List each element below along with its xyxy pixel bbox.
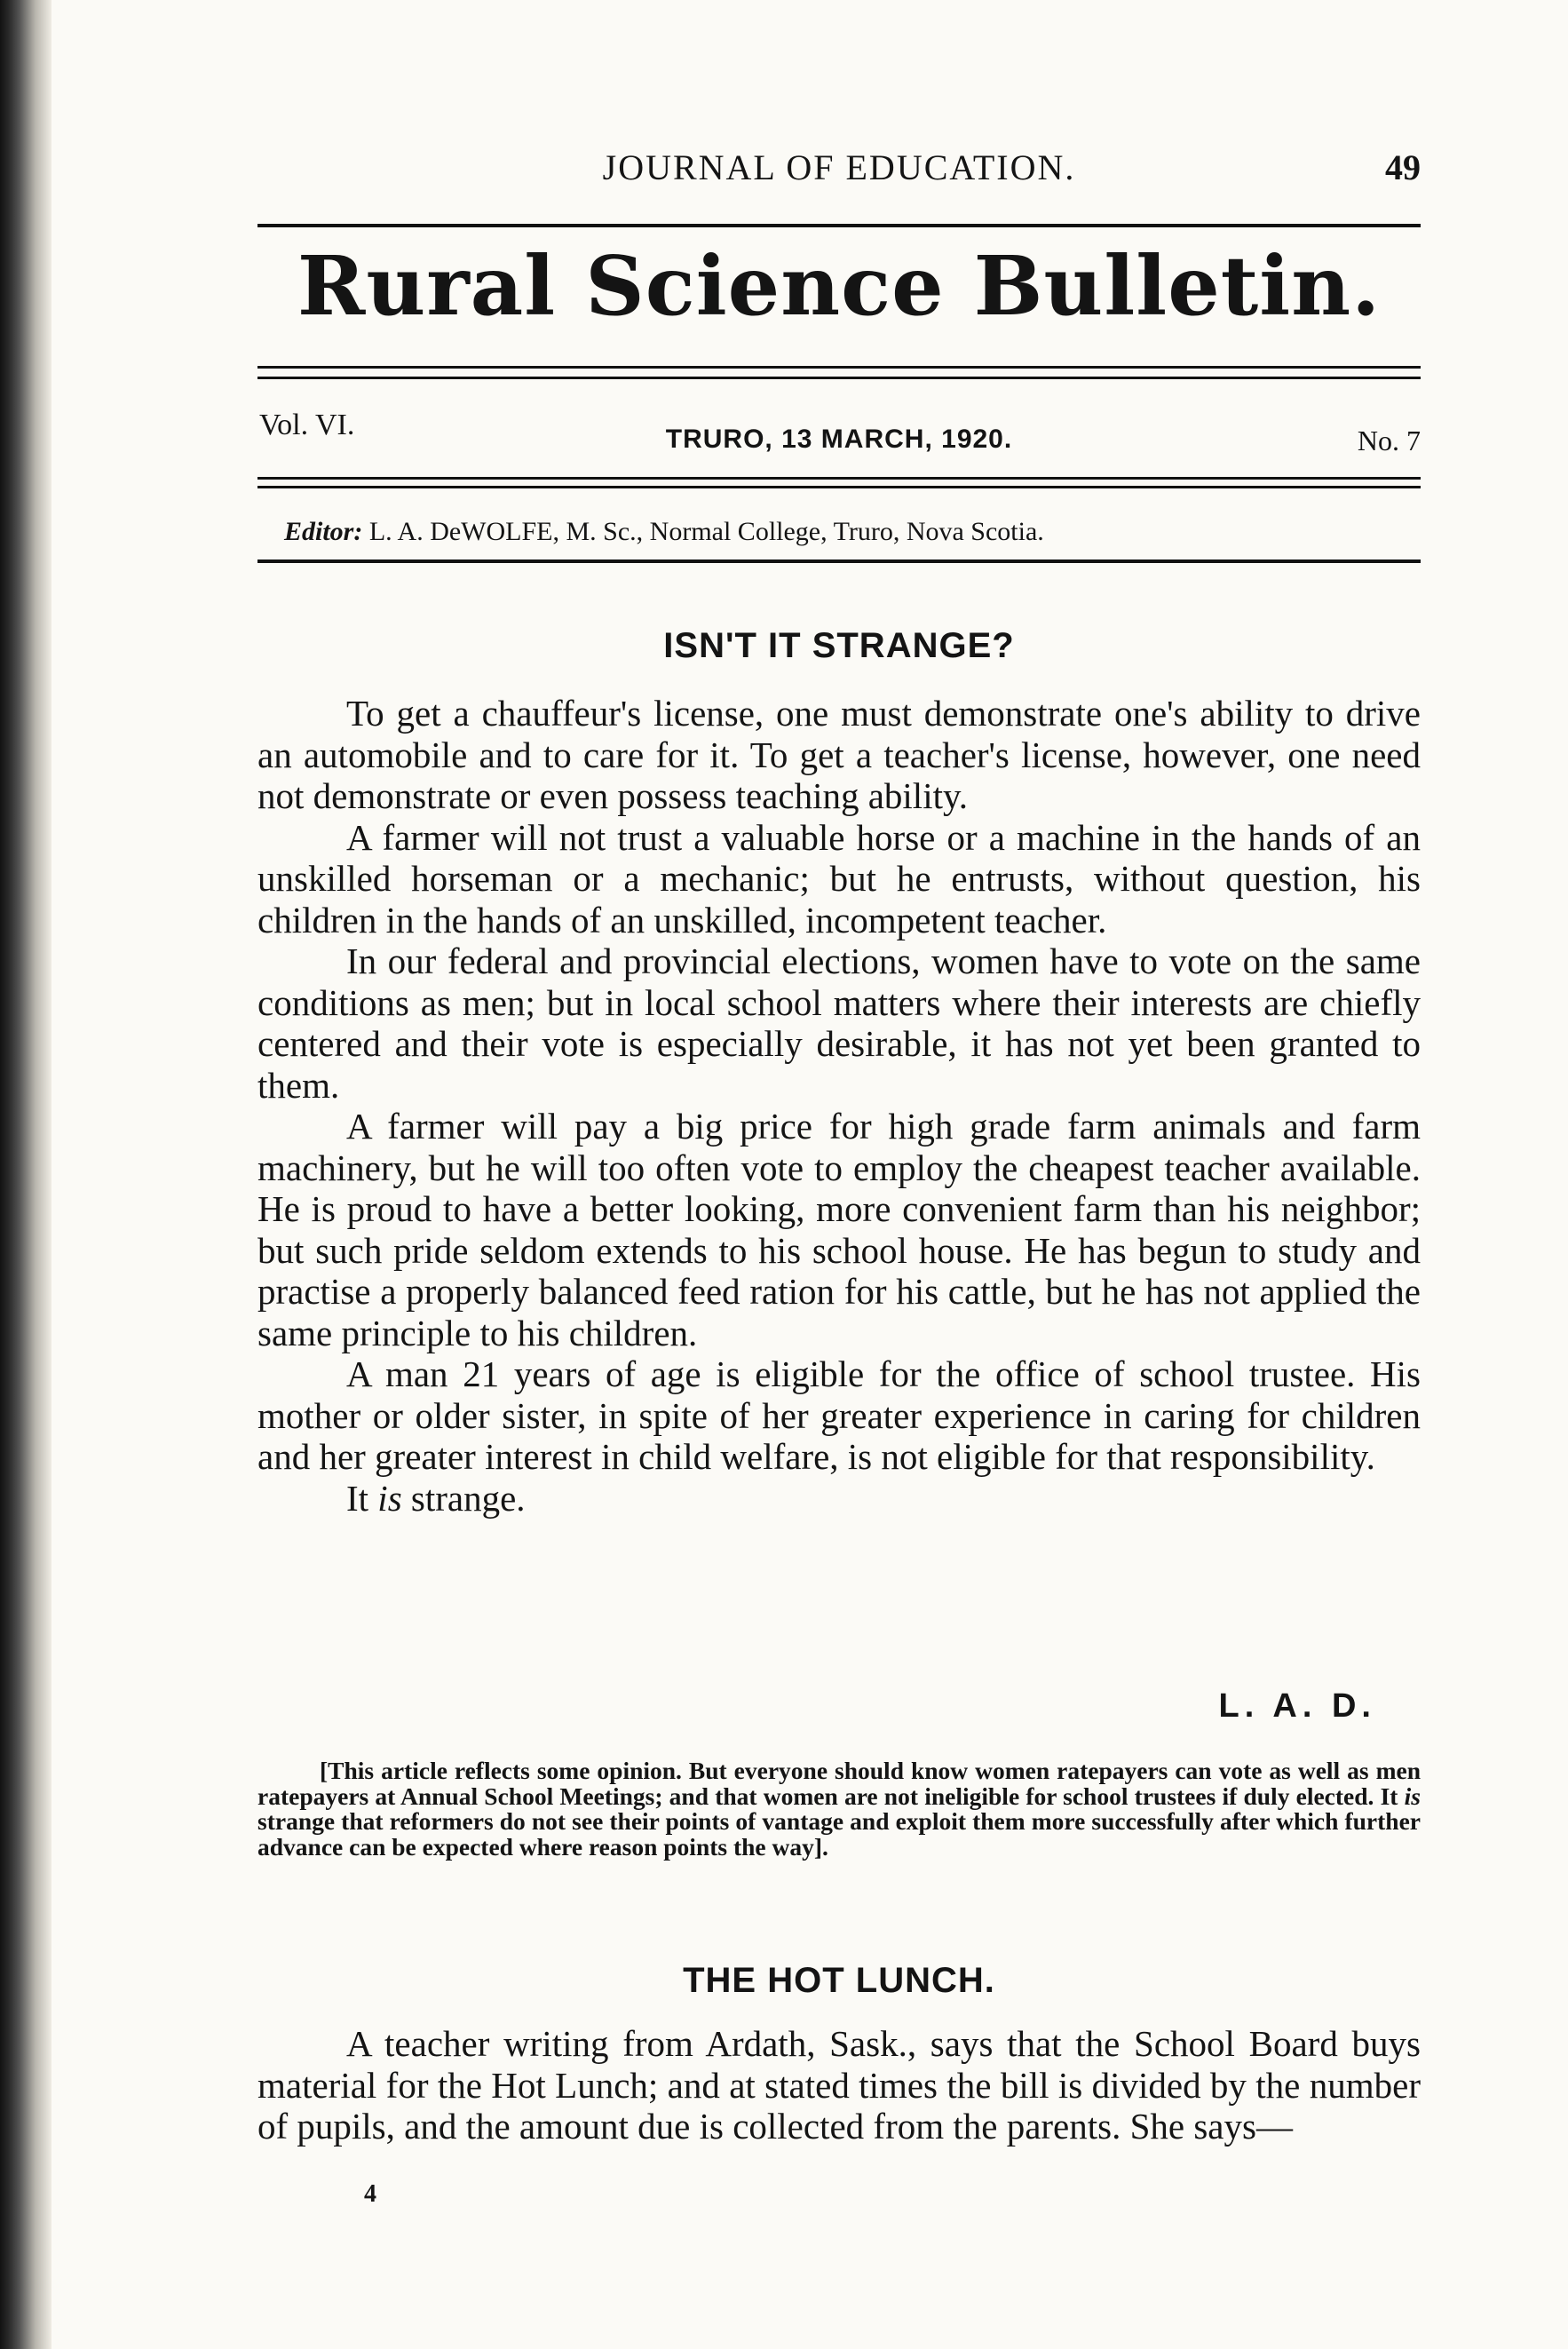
article-paragraph: To get a chauffeur's license, one must demonstrate one's ability to drive an automobile and to care for it. To get a teacher's license, however, one need not demonstrate or even possess teaching ability. bbox=[257, 693, 1421, 816]
note-emphasis: is bbox=[1404, 1782, 1421, 1810]
editor-name: L. A. DeWOLFE, M. Sc., Normal College, Truro, Nova Scotia. bbox=[368, 517, 1044, 546]
signature-folio: 4 bbox=[364, 2180, 376, 2208]
book-binding-edge bbox=[0, 0, 51, 2349]
bulletin-masthead: Rural Science Bulletin. bbox=[297, 238, 1382, 334]
article-paragraph: A man 21 years of age is eligible for the office of school trustee. His mother or older sister, in spite of her greater experience in caring for children and her greater interest in child welfare, is not eligible for that responsibility. bbox=[257, 1353, 1421, 1477]
article-paragraph: A teacher writing from Ardath, Sask., says that the School Board buys material for the Hot Lunch; and at stated times the bill is divided by the number of pupils, and the amount due is collected from the parents. She says— bbox=[257, 2023, 1421, 2147]
volume-label: Vol. VI. bbox=[259, 409, 355, 441]
note-text: strange that reformers do not see their points of vantage and exploit them more successfully after which further advance can be expected where reason points the way]. bbox=[257, 1807, 1421, 1861]
masthead-rule-upper bbox=[257, 366, 1421, 369]
page-number: 49 bbox=[1385, 147, 1421, 187]
article-heading-hot-lunch: THE HOT LUNCH. bbox=[683, 1961, 995, 2000]
editor-rule bbox=[257, 559, 1421, 563]
dateline-rule-upper bbox=[257, 477, 1421, 480]
issue-number: No. 7 bbox=[1357, 425, 1421, 456]
article-closing-line bbox=[257, 1478, 1421, 1520]
article-paragraph: In our federal and provincial elections, women have to vote on the same conditions as men; but in local school matters where their interests are chiefly centered and their vote is especially desirable, it has not yet been granted to them. bbox=[257, 940, 1421, 1106]
editor-label: Editor: bbox=[284, 517, 363, 546]
top-rule bbox=[257, 224, 1421, 227]
article-body-strange bbox=[257, 693, 1421, 1519]
dateline-rule-lower bbox=[257, 486, 1421, 488]
article-paragraph: A farmer will pay a big price for high grade farm animals and farm machinery, but he will too often vote to employ the cheapest teacher available. He is proud to have a better looking, more convenient farm than his neighbor; but such pride seldom extends to his school house. He has begun to study and practise a properly balanced feed ration for his cattle, but he has not applied the same principle to his children. bbox=[257, 1106, 1421, 1353]
article-paragraph: A farmer will not trust a valuable horse or a machine in the hands of an unskilled horseman or a mechanic; but he entrusts, without question, his children in the hands of an unskilled, incompetent teacher. bbox=[257, 816, 1421, 940]
closing-emphasis: is bbox=[377, 1477, 402, 1519]
dateline: TRURO, 13 MARCH, 1920. bbox=[665, 425, 1013, 454]
article-body-hot-lunch bbox=[257, 2023, 1421, 2147]
closing-text: It bbox=[346, 1477, 378, 1519]
journal-title: JOURNAL OF EDUCATION. bbox=[602, 147, 1076, 187]
editorial-note bbox=[257, 1758, 1421, 1860]
article-heading-strange: ISN'T IT STRANGE? bbox=[663, 626, 1015, 665]
closing-text: strange. bbox=[401, 1477, 526, 1519]
masthead-rule-lower bbox=[257, 377, 1421, 379]
note-text: [This article reflects some opinion. But everyone should know women ratepayers can vote as well as men ratepayers at Annual School Meetings; and that women are not ineligible for school trustees if duly elected. It bbox=[257, 1757, 1421, 1810]
editor-line bbox=[284, 517, 1044, 547]
author-signature: L. A. D. bbox=[1218, 1687, 1376, 1725]
running-head bbox=[257, 147, 1421, 200]
